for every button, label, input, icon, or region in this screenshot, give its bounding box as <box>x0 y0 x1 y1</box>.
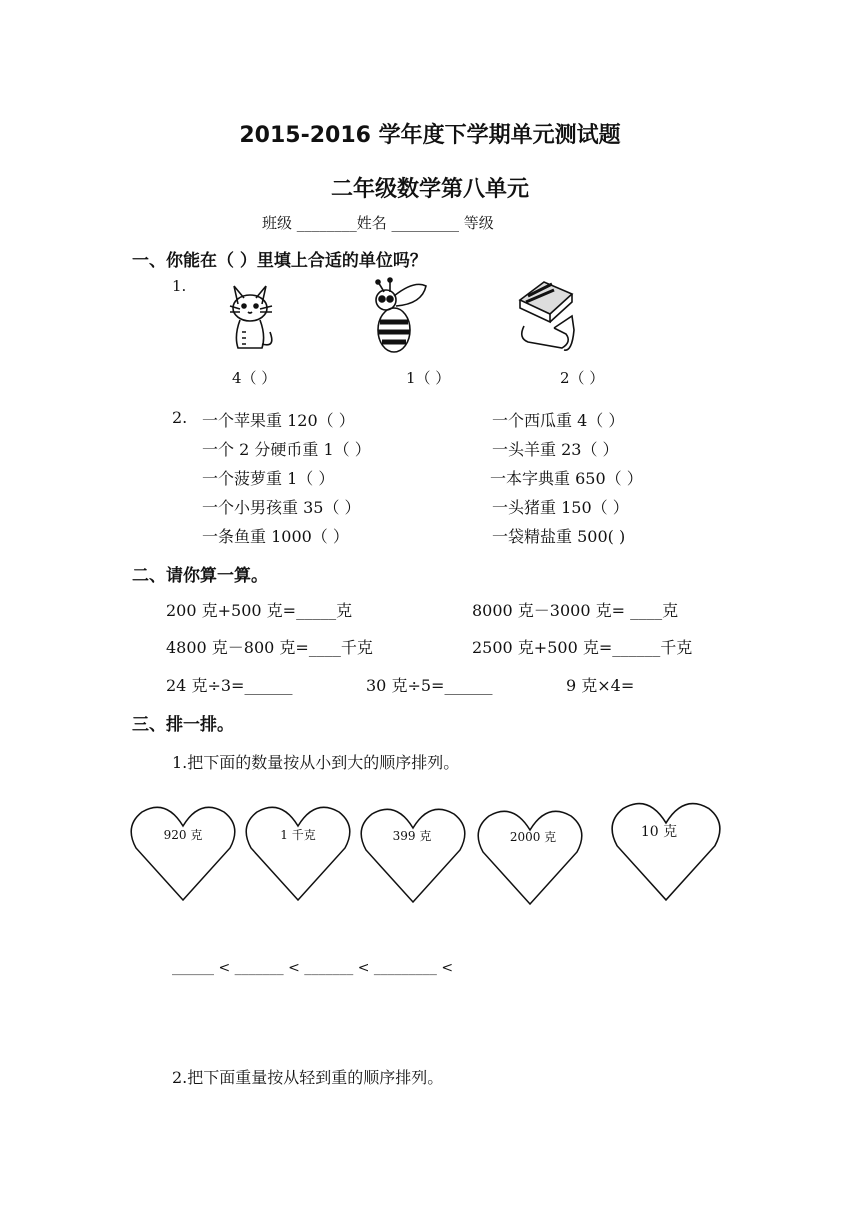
page-subtitle: 二年级数学第八单元 <box>330 177 529 202</box>
sort-question-2: 2.把下面重量按从轻到重的顺序排列。 <box>172 1068 444 1087</box>
heart-shape <box>475 806 585 906</box>
calc-item[interactable]: 30 克÷5=______ <box>366 676 493 695</box>
heart-label: 920 克 <box>163 828 203 842</box>
q2-right-item[interactable]: 一本字典重 650（ ） <box>490 469 643 488</box>
heart-shape <box>607 798 725 902</box>
page-title: 2015-2016 学年度下学期单元测试题 <box>239 123 621 148</box>
pic-blank-2[interactable]: 1（ ） <box>406 369 451 387</box>
section-1-heading: 一、你能在（ ）里填上合适的单位吗？ <box>132 251 427 271</box>
pic-blank-1[interactable]: 4（ ） <box>232 369 277 387</box>
calc-item[interactable]: 8000 克－3000 克= ____克 <box>472 601 679 620</box>
q2-right-item[interactable]: 一头羊重 23（ ） <box>492 440 619 459</box>
section-3-heading: 三、排一排。 <box>132 715 234 735</box>
heart-shape <box>245 802 351 902</box>
student-info-line[interactable]: 班级 ________姓名 _________ 等级 <box>262 214 494 232</box>
q2-left-item[interactable]: 一个苹果重 120（ ） <box>202 411 355 430</box>
q2-left-item[interactable]: 一个菠萝重 1（ ） <box>202 469 335 488</box>
bee-icon <box>364 276 430 356</box>
heart-label: 1 千克 <box>280 828 316 842</box>
q2-right-item[interactable]: 一个西瓜重 4（ ） <box>492 411 625 430</box>
q2-right-item[interactable]: 一袋精盐重 500( ) <box>492 527 626 546</box>
calc-item[interactable]: 9 克×4= <box>566 676 635 695</box>
calc-item[interactable]: 24 克÷3=______ <box>166 676 293 695</box>
q2-left-item[interactable]: 一个 2 分硬币重 1（ ） <box>202 440 371 459</box>
heart-label: 10 克 <box>640 824 678 840</box>
stapler-icon <box>514 276 580 356</box>
calc-item[interactable]: 2500 克+500 克=______千克 <box>472 638 693 657</box>
calc-item[interactable]: 200 克+500 克=_____克 <box>166 601 353 620</box>
cat-icon <box>222 276 284 356</box>
question-2-label: 2. <box>172 408 188 427</box>
calc-item[interactable]: 4800 克－800 克=____千克 <box>166 638 373 657</box>
sort-question-1: 1.把下面的数量按从小到大的顺序排列。 <box>172 753 460 772</box>
pic-blank-3[interactable]: 2（ ） <box>560 369 605 387</box>
q2-left-item[interactable]: 一个小男孩重 35（ ） <box>202 498 361 517</box>
order-answer-line[interactable]: ______ < _______ < _______ < _________ < <box>172 960 454 976</box>
heart-label: 399 克 <box>392 829 432 843</box>
heart-label: 2000 克 <box>509 830 557 844</box>
q2-left-item[interactable]: 一条鱼重 1000（ ） <box>202 527 349 546</box>
q2-right-item[interactable]: 一头猪重 150（ ） <box>492 498 629 517</box>
section-2-heading: 二、请你算一算。 <box>132 566 268 586</box>
question-1-label: 1. <box>172 277 187 295</box>
heart-shape <box>360 804 466 904</box>
heart-shape <box>130 802 236 902</box>
